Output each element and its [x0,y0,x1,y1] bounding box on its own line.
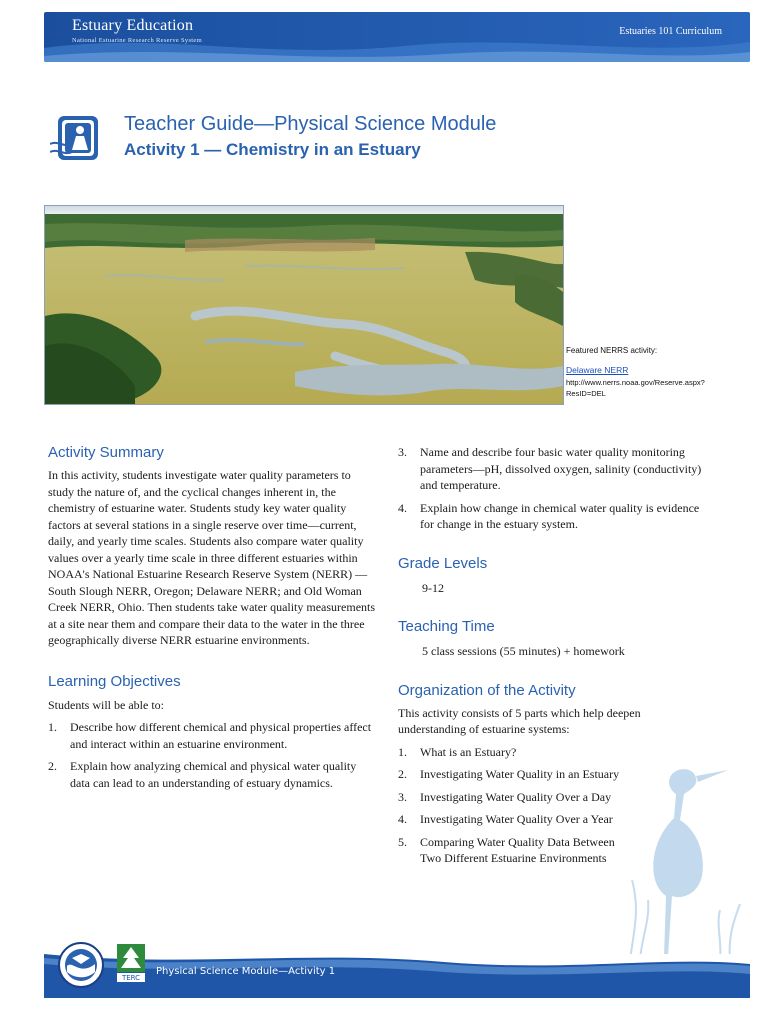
noaa-logo [58,942,104,988]
list-item: 4. Explain how change in chemical water quality is evidence for change in the estuary system. [398,500,700,531]
list-item: 1. Describe how different chemical and physical properties affect and interact within an estuarine environment. [48,720,372,751]
list-item: 2. Explain how analyzing chemical and physical water quality data can lead to an understanding of estuary dynamics. [48,759,357,790]
footer-text: Physical Science Module—Activity 1 [156,966,336,977]
featured-url[interactable]: http://www.nerrs.noaa.gov/Reserve.aspx?ResID=DEL [566,378,705,398]
svg-text:TERC: TERC [121,974,141,982]
teaching-time-value: 5 class sessions (55 minutes) + homework [422,644,625,658]
objectives-intro: Students will be able to: [48,697,164,712]
grade-levels-value: 9-12 [422,580,444,595]
page-title: Teacher Guide—Physical Science Module [124,113,497,135]
brand-title: Estuary Education [72,17,194,34]
featured-label: Featured NERRS activity: [566,346,658,355]
list-item: 3. Name and describe four basic water quality monitoring parameters—pH, dissolved oxygen, salinity (conductivity) and temperature. [398,445,702,492]
objectives-list-left [48,719,378,791]
organization-intro: This activity consists of 5 parts which help deepen understanding of estuarine systems: [398,705,641,736]
heron-illustration [610,760,750,960]
left-column [48,444,378,797]
list-item: 4. Investigating Water Quality Over a Year [398,812,613,826]
curriculum-label: Estuaries 101 Curriculum [619,26,722,37]
list-item: 5. Comparing Water Quality Data Between Two Different Estuarine Environments [398,834,615,865]
activity-summary-text: In this activity, students investigate water quality parameters to study the nature of, and the cyclical changes inherent in, the chemistry of estuarine water. Students study key water quality factors at several stations in a single reserve over time—current, daily, and yearly time scales. Students also compare water quality values over a yearly time scale in three different estuaries within NOAA's National Estuarine Research Reserve System (NERR) —South Slough NERR, Oregon; Delaware NERR; and Old Woman Creek NERR, Ohio. Then students take water quality measurements at a site near them and compare their data to the water in the three geographically diverse NERR estuarine environments. [48,468,376,647]
activity-summary-heading: Activity Summary [48,444,164,461]
objectives-list-right [398,444,708,533]
organization-list [398,744,638,867]
grade-levels-heading: Grade Levels [398,554,488,572]
footer-banner [44,954,750,998]
list-item: 1. What is an Estuary? [398,744,517,759]
teacher-guide-icon [50,114,102,166]
page-subtitle: Activity 1 — Chemistry in an Estuary [124,140,421,159]
organization-heading: Organization of the Activity [398,681,576,699]
list-item: 2. Investigating Water Quality in an Estuary [398,767,620,781]
estuary-photo [44,205,564,405]
list-item: 3. Investigating Water Quality Over a Day [398,789,612,804]
learning-objectives-heading: Learning Objectives [48,672,181,690]
terc-logo [117,944,145,982]
featured-nerr-link[interactable]: Delaware NERR [566,365,629,375]
brand-subtitle: National Estuarine Research Reserve System [72,37,202,44]
teaching-time-heading: Teaching Time [398,618,495,635]
